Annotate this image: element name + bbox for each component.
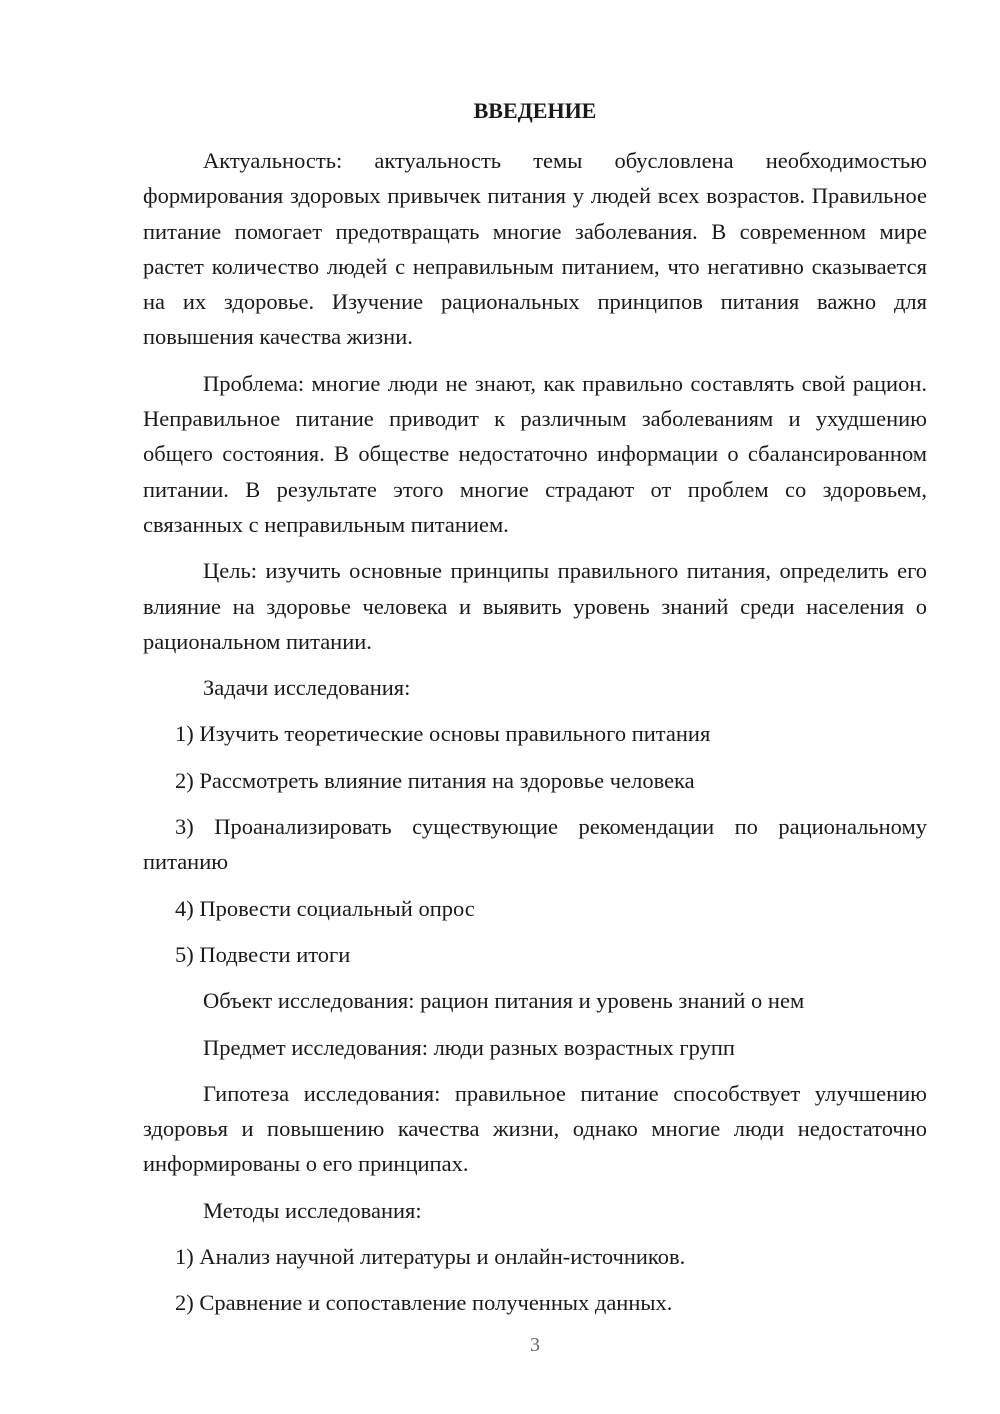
method-item: 1) Анализ научной литературы и онлайн-источников. (175, 1244, 686, 1270)
goal-paragraph: Цель: изучить основные принципы правильного питания, определить его влияние на здоровье человека и выявить уровень знаний среди населения о рациональном питании. (143, 558, 927, 654)
method-item: 2) Сравнение и сопоставление полученных данных. (175, 1290, 673, 1316)
page-number: 3 (530, 1334, 540, 1356)
methods-intro: Методы исследования: (203, 1197, 422, 1223)
task-item: 1) Изучить теоретические основы правильного питания (175, 721, 711, 747)
hypothesis-paragraph: Гипотеза исследования: правильное питание способствует улучшению здоровья и повышению качества жизни, однако многие люди недостаточно информированы о его принципах. (143, 1080, 927, 1177)
problem-paragraph: Проблема: многие люди не знают, как правильно составлять свой рацион. Неправильное питание приводит к различным заболеваниям и ухудшению общего состояния. В обществе недостаточно информации о сбалансированном питании. В результате этого многие страдают от проблем со здоровьем, связанных с неправильным питанием. (143, 370, 927, 537)
task-item: 2) Рассмотреть влияние питания на здоровье человека (175, 767, 695, 793)
task-item: 4) Провести социальный опрос (175, 895, 475, 921)
task-item: 5) Подвести итоги (175, 941, 351, 967)
subject-paragraph: Предмет исследования: люди разных возрастных групп (203, 1034, 735, 1060)
object-paragraph: Объект исследования: рацион питания и уровень знаний о нем (203, 988, 805, 1014)
task-item: 3) Проанализировать существующие рекомендации по рациональному питанию (143, 814, 927, 875)
tasks-intro: Задачи исследования: (203, 675, 411, 701)
page-heading: ВВЕДЕНИЕ (473, 98, 597, 123)
relevance-paragraph: Актуальность: актуальность темы обусловлена необходимостью формирования здоровых привычек питания у людей всех возрастов. Правильное питание помогает предотвращать многие заболевания. В современном мире растет количество людей с неправильным питанием, что негативно сказывается на их здоровье. Изучение рациональных принципов питания важно для повышения качества жизни. (143, 148, 927, 350)
document-body (143, 143, 927, 1332)
